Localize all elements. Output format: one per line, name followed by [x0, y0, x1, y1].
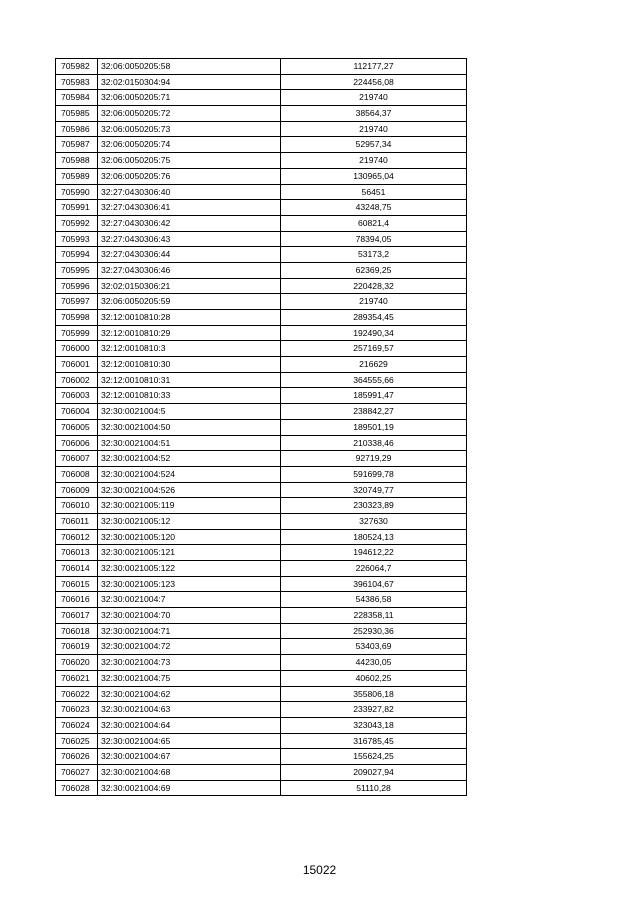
- table-row: [56, 106, 467, 122]
- table-row: [56, 404, 467, 420]
- cadastral-number-cell: 32:06:0050205:76: [98, 168, 281, 184]
- value-cell: 56451: [281, 184, 467, 200]
- table-row: [56, 576, 467, 592]
- table-row: [56, 357, 467, 373]
- row-id-cell: 705993: [56, 231, 98, 247]
- cadastral-number-cell: 32:30:0021004:5: [98, 404, 281, 420]
- row-id-cell: 706006: [56, 435, 98, 451]
- row-id-cell: 705991: [56, 200, 98, 216]
- value-cell: 216629: [281, 357, 467, 373]
- cadastral-number-cell: 32:30:0021004:73: [98, 655, 281, 671]
- table-row: [56, 733, 467, 749]
- table-row: [56, 435, 467, 451]
- value-cell: 228358,11: [281, 608, 467, 624]
- cadastral-number-cell: 32:30:0021004:68: [98, 764, 281, 780]
- value-cell: 180524,13: [281, 529, 467, 545]
- value-cell: 52957,34: [281, 137, 467, 153]
- table-row: [56, 780, 467, 796]
- value-cell: 219740: [281, 294, 467, 310]
- value-cell: 189501,19: [281, 419, 467, 435]
- value-cell: 112177,27: [281, 59, 467, 75]
- table-row: [56, 325, 467, 341]
- row-id-cell: 706002: [56, 372, 98, 388]
- row-id-cell: 706014: [56, 561, 98, 577]
- table-row: [56, 764, 467, 780]
- value-cell: 78394,05: [281, 231, 467, 247]
- row-id-cell: 706012: [56, 529, 98, 545]
- cadastral-number-cell: 32:30:0021004:7: [98, 592, 281, 608]
- row-id-cell: 705983: [56, 74, 98, 90]
- row-id-cell: 705996: [56, 278, 98, 294]
- table-row: [56, 561, 467, 577]
- table-row: [56, 482, 467, 498]
- cadastral-number-cell: 32:12:0010810:28: [98, 310, 281, 326]
- cadastral-number-cell: 32:12:0010810:33: [98, 388, 281, 404]
- value-cell: 51110,28: [281, 780, 467, 796]
- cadastral-number-cell: 32:30:0021004:64: [98, 717, 281, 733]
- cadastral-number-cell: 32:02:0150306:21: [98, 278, 281, 294]
- row-id-cell: 706021: [56, 670, 98, 686]
- cadastral-value-table: [55, 58, 467, 796]
- table-row: [56, 310, 467, 326]
- cadastral-number-cell: 32:06:0050205:73: [98, 121, 281, 137]
- table-row: [56, 74, 467, 90]
- table-row: [56, 451, 467, 467]
- value-cell: 238842,27: [281, 404, 467, 420]
- table-body: [56, 59, 467, 796]
- value-cell: 92719,29: [281, 451, 467, 467]
- table-row: [56, 545, 467, 561]
- row-id-cell: 705989: [56, 168, 98, 184]
- value-cell: 209027,94: [281, 764, 467, 780]
- row-id-cell: 706009: [56, 482, 98, 498]
- row-id-cell: 706003: [56, 388, 98, 404]
- cadastral-number-cell: 32:06:0050205:58: [98, 59, 281, 75]
- table-row: [56, 153, 467, 169]
- table-row: [56, 749, 467, 765]
- cadastral-number-cell: 32:06:0050205:59: [98, 294, 281, 310]
- cadastral-number-cell: 32:30:0021004:63: [98, 702, 281, 718]
- cadastral-number-cell: 32:30:0021004:51: [98, 435, 281, 451]
- value-cell: 185991,47: [281, 388, 467, 404]
- cadastral-number-cell: 32:27:0430306:46: [98, 262, 281, 278]
- cadastral-number-cell: 32:30:0021004:52: [98, 451, 281, 467]
- cadastral-number-cell: 32:30:0021004:70: [98, 608, 281, 624]
- value-cell: 43248,75: [281, 200, 467, 216]
- value-cell: 226064,7: [281, 561, 467, 577]
- cadastral-number-cell: 32:12:0010810:3: [98, 341, 281, 357]
- row-id-cell: 705997: [56, 294, 98, 310]
- cadastral-number-cell: 32:30:0021004:62: [98, 686, 281, 702]
- table-row: [56, 90, 467, 106]
- table-row: [56, 639, 467, 655]
- value-cell: 591699,78: [281, 466, 467, 482]
- table-row: [56, 686, 467, 702]
- cadastral-number-cell: 32:06:0050205:71: [98, 90, 281, 106]
- cadastral-number-cell: 32:30:0021004:65: [98, 733, 281, 749]
- cadastral-number-cell: 32:30:0021004:50: [98, 419, 281, 435]
- value-cell: 53403,69: [281, 639, 467, 655]
- cadastral-number-cell: 32:27:0430306:41: [98, 200, 281, 216]
- value-cell: 62369,25: [281, 262, 467, 278]
- row-id-cell: 706025: [56, 733, 98, 749]
- cadastral-number-cell: 32:27:0430306:44: [98, 247, 281, 263]
- table-row: [56, 200, 467, 216]
- table-row: [56, 529, 467, 545]
- table-row: [56, 278, 467, 294]
- table-row: [56, 137, 467, 153]
- table-row: [56, 247, 467, 263]
- cadastral-number-cell: 32:30:0021004:67: [98, 749, 281, 765]
- row-id-cell: 705998: [56, 310, 98, 326]
- cadastral-number-cell: 32:30:0021004:526: [98, 482, 281, 498]
- value-cell: 44230,05: [281, 655, 467, 671]
- value-cell: 219740: [281, 121, 467, 137]
- row-id-cell: 706022: [56, 686, 98, 702]
- table-row: [56, 231, 467, 247]
- value-cell: 316785,45: [281, 733, 467, 749]
- row-id-cell: 705999: [56, 325, 98, 341]
- cadastral-number-cell: 32:30:0021005:123: [98, 576, 281, 592]
- row-id-cell: 705992: [56, 215, 98, 231]
- table-row: [56, 498, 467, 514]
- row-id-cell: 706001: [56, 357, 98, 373]
- row-id-cell: 705985: [56, 106, 98, 122]
- value-cell: 40602,25: [281, 670, 467, 686]
- row-id-cell: 706018: [56, 623, 98, 639]
- row-id-cell: 706020: [56, 655, 98, 671]
- row-id-cell: 705988: [56, 153, 98, 169]
- cadastral-number-cell: 32:30:0021004:69: [98, 780, 281, 796]
- value-cell: 289354,45: [281, 310, 467, 326]
- value-cell: 396104,67: [281, 576, 467, 592]
- cadastral-number-cell: 32:30:0021005:119: [98, 498, 281, 514]
- table-row: [56, 419, 467, 435]
- table-row: [56, 388, 467, 404]
- value-cell: 355806,18: [281, 686, 467, 702]
- value-cell: 192490,34: [281, 325, 467, 341]
- row-id-cell: 706004: [56, 404, 98, 420]
- value-cell: 219740: [281, 153, 467, 169]
- cadastral-number-cell: 32:12:0010810:29: [98, 325, 281, 341]
- table-row: [56, 341, 467, 357]
- row-id-cell: 706023: [56, 702, 98, 718]
- table-row: [56, 262, 467, 278]
- row-id-cell: 706019: [56, 639, 98, 655]
- value-cell: 327630: [281, 513, 467, 529]
- table-row: [56, 294, 467, 310]
- table-row: [56, 717, 467, 733]
- cadastral-number-cell: 32:06:0050205:75: [98, 153, 281, 169]
- table-row: [56, 372, 467, 388]
- value-cell: 210338,46: [281, 435, 467, 451]
- value-cell: 54386,58: [281, 592, 467, 608]
- value-cell: 252930,36: [281, 623, 467, 639]
- value-cell: 224456,08: [281, 74, 467, 90]
- row-id-cell: 706013: [56, 545, 98, 561]
- cadastral-number-cell: 32:06:0050205:72: [98, 106, 281, 122]
- row-id-cell: 706007: [56, 451, 98, 467]
- value-cell: 257169,57: [281, 341, 467, 357]
- row-id-cell: 706008: [56, 466, 98, 482]
- cadastral-number-cell: 32:30:0021005:121: [98, 545, 281, 561]
- value-cell: 60821,4: [281, 215, 467, 231]
- cadastral-number-cell: 32:30:0021005:122: [98, 561, 281, 577]
- row-id-cell: 705995: [56, 262, 98, 278]
- value-cell: 320749,77: [281, 482, 467, 498]
- table-row: [56, 184, 467, 200]
- table-row: [56, 670, 467, 686]
- table-row: [56, 655, 467, 671]
- cadastral-number-cell: 32:02:0150304:94: [98, 74, 281, 90]
- row-id-cell: 705982: [56, 59, 98, 75]
- row-id-cell: 706005: [56, 419, 98, 435]
- row-id-cell: 705990: [56, 184, 98, 200]
- row-id-cell: 706027: [56, 764, 98, 780]
- row-id-cell: 705986: [56, 121, 98, 137]
- table-row: [56, 215, 467, 231]
- cadastral-number-cell: 32:30:0021004:71: [98, 623, 281, 639]
- table-row: [56, 592, 467, 608]
- cadastral-number-cell: 32:12:0010810:31: [98, 372, 281, 388]
- value-cell: 364555,66: [281, 372, 467, 388]
- page-number: 15022: [302, 863, 337, 877]
- value-cell: 233927,82: [281, 702, 467, 718]
- row-id-cell: 706000: [56, 341, 98, 357]
- row-id-cell: 706024: [56, 717, 98, 733]
- value-cell: 220428,32: [281, 278, 467, 294]
- cadastral-number-cell: 32:30:0021004:72: [98, 639, 281, 655]
- row-id-cell: 705987: [56, 137, 98, 153]
- cadastral-number-cell: 32:27:0430306:42: [98, 215, 281, 231]
- cadastral-number-cell: 32:06:0050205:74: [98, 137, 281, 153]
- table-row: [56, 466, 467, 482]
- cadastral-number-cell: 32:27:0430306:43: [98, 231, 281, 247]
- table-row: [56, 168, 467, 184]
- cadastral-number-cell: 32:30:0021004:524: [98, 466, 281, 482]
- value-cell: 53173,2: [281, 247, 467, 263]
- table-row: [56, 513, 467, 529]
- row-id-cell: 706016: [56, 592, 98, 608]
- row-id-cell: 706015: [56, 576, 98, 592]
- table-row: [56, 121, 467, 137]
- row-id-cell: 705994: [56, 247, 98, 263]
- row-id-cell: 706017: [56, 608, 98, 624]
- table-row: [56, 623, 467, 639]
- row-id-cell: 706028: [56, 780, 98, 796]
- table-row: [56, 608, 467, 624]
- row-id-cell: 706026: [56, 749, 98, 765]
- cadastral-number-cell: 32:30:0021005:120: [98, 529, 281, 545]
- table-row: [56, 59, 467, 75]
- cadastral-number-cell: 32:27:0430306:40: [98, 184, 281, 200]
- row-id-cell: 706010: [56, 498, 98, 514]
- cadastral-number-cell: 32:30:0021004:75: [98, 670, 281, 686]
- row-id-cell: 705984: [56, 90, 98, 106]
- value-cell: 194612,22: [281, 545, 467, 561]
- value-cell: 219740: [281, 90, 467, 106]
- value-cell: 38564,37: [281, 106, 467, 122]
- value-cell: 155624,25: [281, 749, 467, 765]
- row-id-cell: 706011: [56, 513, 98, 529]
- value-cell: 323043,18: [281, 717, 467, 733]
- cadastral-number-cell: 32:12:0010810:30: [98, 357, 281, 373]
- value-cell: 130965,04: [281, 168, 467, 184]
- table-row: [56, 702, 467, 718]
- cadastral-number-cell: 32:30:0021005:12: [98, 513, 281, 529]
- value-cell: 230323,89: [281, 498, 467, 514]
